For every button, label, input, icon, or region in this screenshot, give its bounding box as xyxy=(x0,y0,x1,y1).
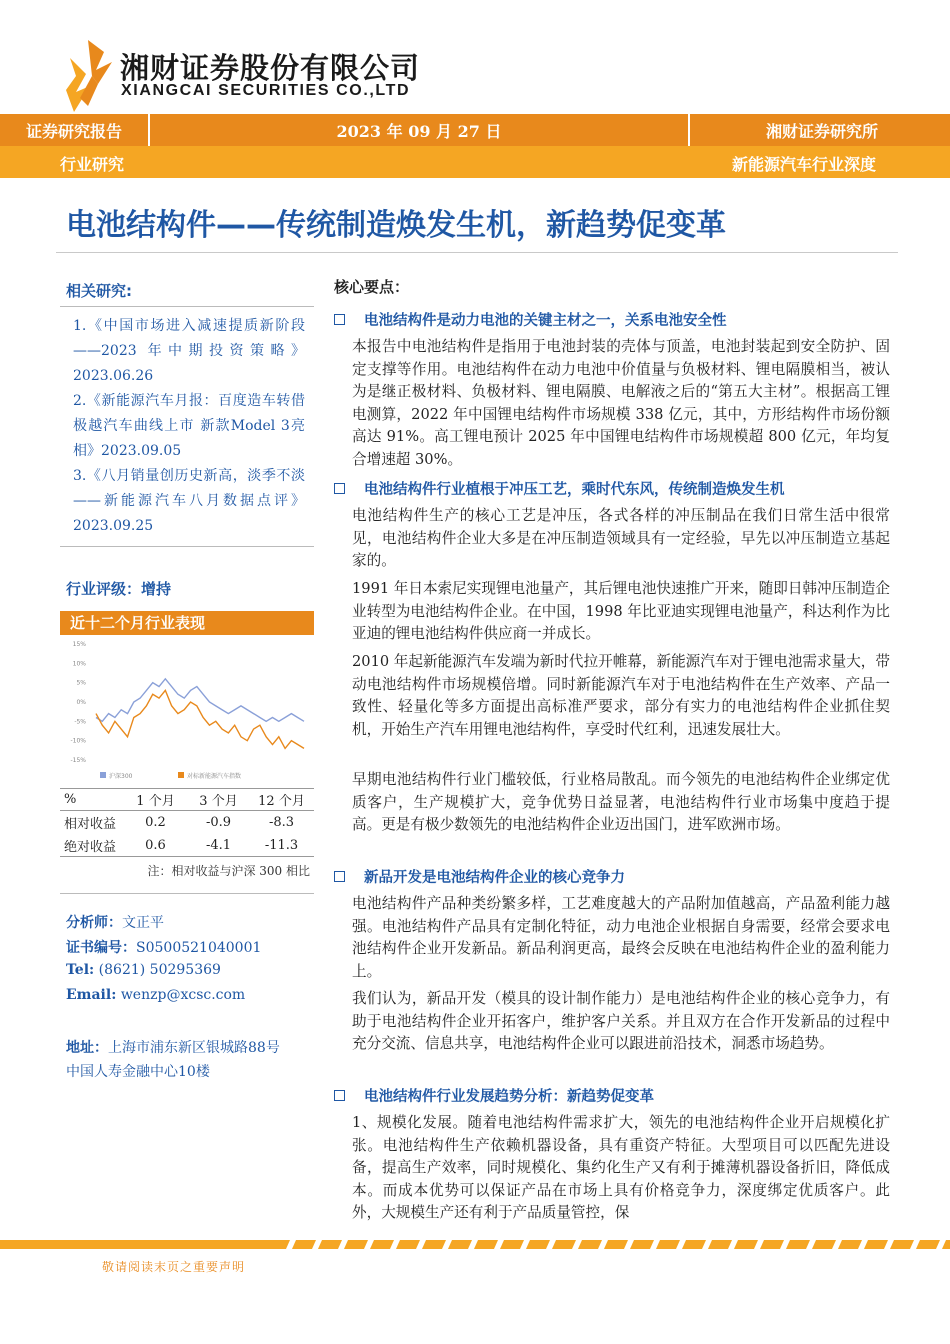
paragraph: 本报告中电池结构件是指用于电池封装的壳体与顶盖，电池封装起到安全防护、固定支撑等作用。电池结构件在动力电池中价值量与负极材料、锂电隔膜相当，被认为是继正极材料、负极材料、锂电隔膜、电解液之后的“第五大主材”。根据高工锂电测算，2022 年中国锂电结构件市场规模 338 亿元，其中，方形结构件市场份额高达 91%。高工锂电预计 2025 年中国锂电结构件市场规模超 800 亿元，年均复合增速超 30%。 xyxy=(352,338,890,468)
cert-label: 证书编号： xyxy=(66,940,136,956)
y-tick-label: 0% xyxy=(76,699,86,706)
table-header-row xyxy=(60,788,314,811)
divider xyxy=(56,252,898,253)
tel-number: (8621) 50295369 xyxy=(98,962,221,978)
analyst-label: 分析师： xyxy=(66,915,122,931)
table-cell: -11.3 xyxy=(264,837,299,853)
paragraph: 我们认为，新品开发（模具的设计制作能力）是电池结构件企业的核心竞争力，有助于电池结构件企业开拓客户，维护客户关系。并且双方在合作开发新品的过程中充分交流、信息共享，电池结构件企业可以跟进前沿技术，洞悉市场趋势。 xyxy=(352,990,890,1052)
paragraph: 1、规模化发展。随着电池结构件需求扩大，领先的电池结构件企业开启规模化扩张。电池结构件生产依赖机器设备，具有重资产特征。大型项目可以匹配先进设备，提高生产效率，同时规模化、集约化生产又有利于摊薄机器设备折旧，降低成本。而成本优势可以保证产品在市场上具有价格竞争力，深度绑定优质客户。此外，大规模生产还有利于产品质量管控，保 xyxy=(352,1114,890,1221)
series-line xyxy=(96,679,304,722)
address-line: 上海市浦东新区银城路88号 xyxy=(108,1040,280,1056)
tel-label: Tel: xyxy=(66,962,95,978)
subheader-bar xyxy=(0,146,950,178)
table-header-cell: 3 个月 xyxy=(199,794,238,809)
email-info xyxy=(66,987,245,1003)
table-cell: -0.9 xyxy=(205,815,232,830)
paragraph: 早期电池结构件行业门槛较低，行业格局散乱。而今领先的电池结构件企业绑定优质客户，生产规模扩大，竞争优势日益显著，电池结构件行业市场集中度趋于提高。更是有极少数领先的电池结构件企业迈出国门，进军欧洲市场。 xyxy=(352,771,890,833)
paragraph: 电池结构件生产的核心工艺是冲压，各式各样的冲压制品在我们日常生活中很常见，电池结构件企业大多是在冲压制造领域具有一定经验，早先以冲压制造立基起家的。 xyxy=(352,507,890,569)
table-cell: 0.2 xyxy=(145,815,166,830)
y-tick-label: 15% xyxy=(72,641,86,648)
email-link[interactable]: wenzp@xcsc.com xyxy=(120,987,246,1003)
checkbox-bullet-icon xyxy=(334,1090,345,1101)
table-row xyxy=(60,834,314,857)
footer-disclaimer: 敬请阅读末页之重要声明 xyxy=(102,1260,246,1274)
table-cell: -8.3 xyxy=(268,815,295,830)
section-heading-text: 新品开发是电池结构件企业的核心竞争力 xyxy=(364,869,625,886)
y-tick-label: 10% xyxy=(72,660,86,668)
header-bar xyxy=(0,114,950,146)
checkbox-bullet-icon xyxy=(334,314,345,325)
checkbox-bullet-icon xyxy=(334,483,345,494)
paragraph: 2010 年起新能源汽车发端为新时代拉开帷幕，新能源汽车对于锂电池需求量大，带动电池结构件市场规模倍增。同时新能源汽车对于电池结构件在生产效率、产品一致性、轻量化等多方面提出高标准严要求，部分有实力的电池结构件企业抓住契机，开始生产汽车用锂电池结构件，享受时代红利，迅速发展壮大。 xyxy=(352,653,890,738)
table-row xyxy=(60,811,314,834)
institute-name: 湘财证券研究所 xyxy=(765,121,878,141)
cert-number: S0500521040001 xyxy=(136,940,262,956)
related-research-heading: 相关研究: xyxy=(66,282,132,300)
series-line xyxy=(96,690,304,748)
legend-label: 对标新能源汽车指数 xyxy=(187,773,242,780)
address-info xyxy=(66,1037,280,1057)
divider xyxy=(60,546,314,547)
legend-swatch xyxy=(100,772,106,778)
report-date: 2023 年 09 月 27 日 xyxy=(150,114,690,146)
related-research-list xyxy=(73,314,305,539)
y-tick-label: 5% xyxy=(76,679,86,687)
section-heading xyxy=(334,478,785,499)
table-cell: 0.6 xyxy=(145,837,166,853)
chart-heading: 近十二个月行业表现 xyxy=(60,611,314,635)
company-logo xyxy=(66,40,112,112)
table-note: 注：相对收益与沪深 300 相比 xyxy=(147,864,310,878)
performance-chart xyxy=(60,636,314,784)
legend-label: 沪深300 xyxy=(109,773,133,780)
section-heading-text: 电池结构件行业发展趋势分析：新趋势促变革 xyxy=(364,1088,654,1105)
footer-stripe xyxy=(0,1240,950,1249)
table-header-cell: 12 个月 xyxy=(258,794,305,809)
related-report-link[interactable]: 1.《中国市场进入减速提质新阶段——2023 年中期投资策略》2023.06.26 xyxy=(73,318,305,384)
cert-info xyxy=(66,937,261,957)
address-label: 地址： xyxy=(66,1040,108,1056)
related-report-link[interactable]: 3.《八月销量创历史新高，淡季不淡——新能源汽车八月数据点评》2023.09.25 xyxy=(73,468,305,534)
section-heading-text: 电池结构件是动力电池的关键主材之一，关系电池安全性 xyxy=(364,312,727,329)
paragraph: 1991 年日本索尼实现锂电池量产，其后锂电池快速推广开来，随即日韩冲压制造企业转型为电池结构件企业。在中国，1998 年比亚迪实现锂电池量产，科达利作为比亚迪的锂电池结构件供应商一并成长。 xyxy=(352,580,890,642)
checkbox-bullet-icon xyxy=(334,871,345,882)
paragraph: 电池结构件产品种类纷繁多样，工艺难度越大的产品附加值越高，产品盈利能力越强。电池结构件产品具有定制化特征，动力电池企业根据自身需要，经常会要求电池结构件企业开发新品。新品利润更高，最终会反映在电池结构件企业的盈利能力上。 xyxy=(352,895,890,980)
related-report-link[interactable]: 2.《新能源汽车月报：百度造车转借极越汽车曲线上市 新款Model 3亮相》2023.09.05 xyxy=(73,393,305,459)
report-topic: 新能源汽车行业深度 xyxy=(731,155,876,174)
company-name-cn: 湘财证券股份有限公司 xyxy=(120,51,421,85)
divider xyxy=(60,893,314,894)
divider xyxy=(60,306,314,307)
section-heading-text: 电池结构件行业植根于冲压工艺，乘时代东风，传统制造焕发生机 xyxy=(364,481,785,498)
analyst-name: 文正平 xyxy=(122,915,164,931)
key-points-heading: 核心要点： xyxy=(334,278,410,296)
analyst-info xyxy=(66,912,164,932)
table-cell: 绝对收益 xyxy=(64,839,117,855)
y-tick-label: -5% xyxy=(74,718,86,726)
section-heading xyxy=(334,1085,654,1106)
table-header-cell: 1 个月 xyxy=(136,794,175,809)
report-category: 行业研究 xyxy=(60,155,125,174)
table-header-cell: % xyxy=(64,792,77,807)
performance-table xyxy=(60,788,314,857)
tel-info xyxy=(66,962,221,978)
legend-swatch xyxy=(178,772,184,778)
y-tick-label: -15% xyxy=(70,757,86,764)
address-line: 中国人寿金融中心10楼 xyxy=(66,1064,210,1080)
table-cell: 相对收益 xyxy=(64,817,117,832)
industry-rating: 行业评级：增持 xyxy=(66,580,172,598)
table-cell: -4.1 xyxy=(205,837,232,853)
report-title: 电池结构件——传统制造焕发生机，新趋势促变革 xyxy=(66,208,726,243)
y-tick-label: -10% xyxy=(70,737,86,745)
section-heading xyxy=(334,866,625,887)
section-heading xyxy=(334,309,727,330)
email-label: Email: xyxy=(66,987,117,1003)
report-type: 证券研究报告 xyxy=(0,114,150,146)
company-name-en: XIANGCAI SECURITIES CO.,LTD xyxy=(121,82,411,99)
